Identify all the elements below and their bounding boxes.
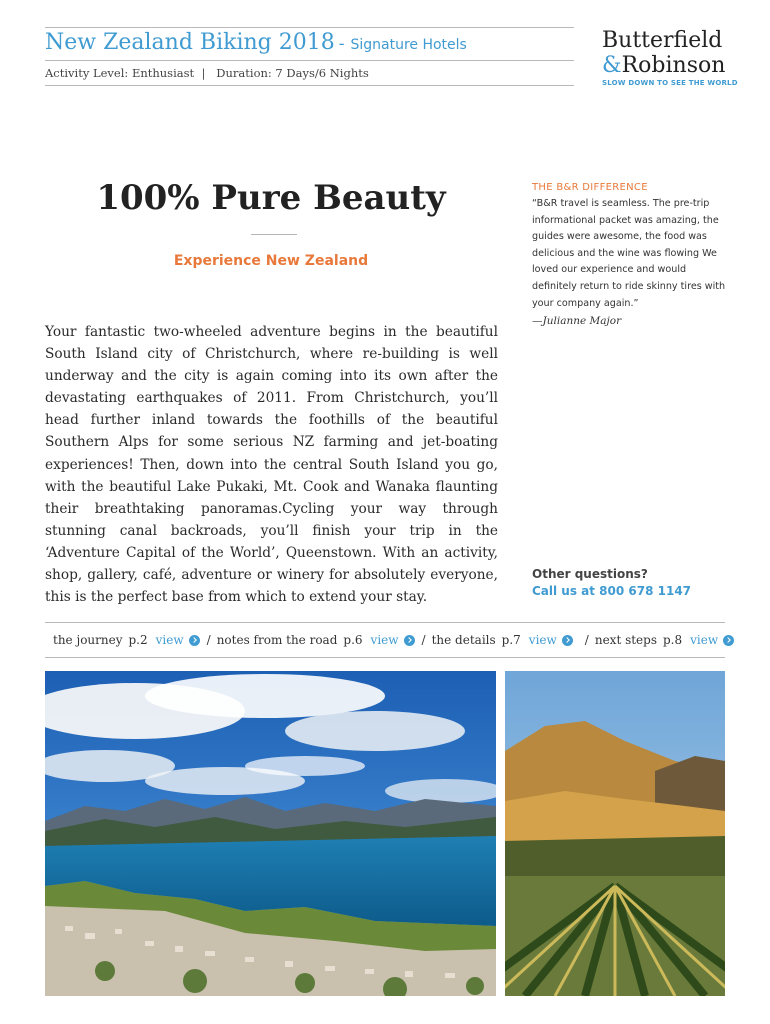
company-logo[interactable] xyxy=(602,28,738,87)
view-link[interactable]: view xyxy=(155,633,184,647)
header-top-rule xyxy=(45,27,574,28)
nav-item-details[interactable] xyxy=(432,633,573,647)
nav-separator: / xyxy=(421,633,426,647)
intro-paragraph: Your fantastic two-wheeled adventure begins in the beautiful South Island city of Christchurch, where re-building is well underway and the city is again coming into its own after the devastating earthquakes of 2011. From Christchurch, you’ll head further inland towards the foothills of the beautiful Southern Alps for some serious NZ farming and jet-boating experiences! Then, down into the central South Island you go, with the beautiful Lake Pukaki, Mt. Cook and Wanaka flaunting their breathtaking panoramas.Cycling your way through stunning canal backroads, you’ll finish your trip in the ‘Adventure Capital of the World’, Queenstown. With an activity, shop, gallery, café, adventure or winery for absolutely everyone, this is the perfect base from which to extend your stay. xyxy=(45,324,498,606)
nav-separator: / xyxy=(206,633,211,647)
arrow-right-icon[interactable] xyxy=(404,635,415,646)
nav-item-notes[interactable] xyxy=(217,633,415,647)
nav-label: the journey xyxy=(53,633,123,647)
view-link[interactable]: view xyxy=(370,633,399,647)
arrow-right-icon[interactable] xyxy=(189,635,200,646)
nav-label: notes from the road xyxy=(216,633,338,647)
arrow-right-icon[interactable] xyxy=(723,635,734,646)
testimonial-quote: “B&R travel is seamless. The pre-trip informational packet was amazing, the guides were awesome, the food was delicious and the wine was flowing We loved our experience and would definitely return to ride skinny tires with your company again.” xyxy=(532,198,726,309)
view-link[interactable]: view xyxy=(528,633,557,647)
nav-page: p.2 xyxy=(128,633,148,647)
nav-separator: / xyxy=(584,633,589,647)
nav-item-next-steps[interactable] xyxy=(595,633,734,647)
vineyard-photo xyxy=(505,671,725,996)
header-mid-rule xyxy=(45,60,574,61)
trip-title xyxy=(45,30,467,55)
nav-label: next steps xyxy=(594,633,657,647)
header-bottom-rule xyxy=(45,85,574,86)
nav-top-rule xyxy=(45,622,725,623)
headline-divider xyxy=(251,234,297,235)
testimonial-author: —Julianne Major xyxy=(532,315,622,327)
trip-subtitle: Signature Hotels xyxy=(350,37,467,53)
nav-label: the details xyxy=(431,633,496,647)
trip-title-text: New Zealand Biking 2018 xyxy=(45,30,335,55)
nav-page: p.7 xyxy=(501,633,521,647)
contact-block xyxy=(532,566,691,600)
page-subhead: Experience New Zealand xyxy=(173,253,369,269)
title-separator: - xyxy=(338,34,345,54)
logo-line-2-text: Robinson xyxy=(621,53,726,78)
section-nav xyxy=(45,626,725,654)
nav-page: p.8 xyxy=(663,633,683,647)
logo-line-2 xyxy=(602,53,732,78)
arrow-right-icon[interactable] xyxy=(562,635,573,646)
nav-bottom-rule xyxy=(45,657,725,658)
queenstown-lake-photo xyxy=(45,671,496,996)
logo-ampersand: & xyxy=(602,53,622,78)
testimonial-label: THE B&R DIFFERENCE xyxy=(532,182,648,193)
logo-tagline: SLOW DOWN TO SEE THE WORLD xyxy=(602,79,738,87)
nav-page: p.6 xyxy=(343,633,363,647)
trip-meta: Activity Level: Enthusiast | Duration: 7 Days/6 Nights xyxy=(45,66,369,80)
view-link[interactable]: view xyxy=(690,633,719,647)
nav-item-journey[interactable] xyxy=(53,633,200,647)
phone-link[interactable]: Call us at 800 678 1147 xyxy=(532,584,692,598)
logo-line-1: Butterfield xyxy=(602,28,723,53)
questions-label: Other questions? xyxy=(532,567,648,581)
page-headline: 100% Pure Beauty xyxy=(96,178,446,218)
